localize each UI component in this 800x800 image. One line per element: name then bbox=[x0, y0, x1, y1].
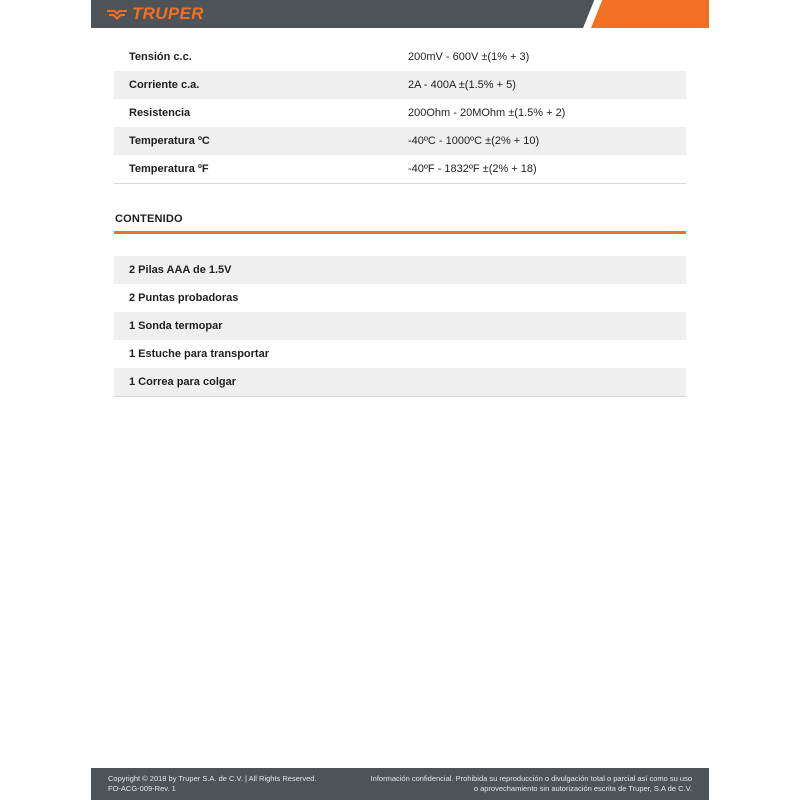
table-row bbox=[114, 43, 686, 71]
spec-label: Corriente c.a. bbox=[129, 79, 200, 91]
confidential-notice-line1: Información confidencial. Prohibida su reproducción o divulgación total o parcial así como su uso bbox=[370, 774, 692, 783]
spec-label: Temperatura ºC bbox=[129, 135, 210, 147]
section-divider bbox=[114, 231, 686, 234]
header-bar bbox=[91, 0, 709, 28]
truper-logo-text: TRUPER bbox=[132, 4, 204, 23]
spec-value: -40ºC - 1000ºC ±(2% + 10) bbox=[408, 135, 540, 147]
contents-section-title: CONTENIDO bbox=[115, 213, 183, 225]
list-item-label: 1 Sonda termopar bbox=[129, 320, 223, 332]
copyright-text: Copyright © 2018 by Truper S.A. de C.V. | All Rights Reserved. bbox=[108, 774, 317, 783]
truper-logo-icon bbox=[106, 7, 128, 21]
footer-left bbox=[108, 774, 317, 794]
list-item bbox=[114, 256, 686, 284]
list-item bbox=[114, 312, 686, 340]
list-item-label: 1 Correa para colgar bbox=[129, 376, 236, 388]
header-orange-block bbox=[591, 0, 709, 28]
list-item bbox=[114, 284, 686, 312]
spec-value: 200mV - 600V ±(1% + 3) bbox=[408, 51, 530, 63]
confidential-notice-line2: o aprovechamiento sin autorización escrita de Truper, S.A de C.V. bbox=[473, 784, 692, 793]
truper-logo bbox=[106, 4, 204, 24]
contents-list bbox=[114, 256, 686, 397]
spec-value: 2A - 400A ±(1.5% + 5) bbox=[408, 79, 516, 91]
spec-label: Temperatura ºF bbox=[129, 163, 209, 175]
table-row bbox=[114, 71, 686, 99]
footer-bar bbox=[91, 768, 709, 800]
table-row bbox=[114, 155, 686, 183]
list-item-label: 2 Puntas probadoras bbox=[129, 292, 239, 304]
specifications-table bbox=[114, 43, 686, 184]
table-row bbox=[114, 127, 686, 155]
form-code: FO-ACG-009-Rev. 1 bbox=[108, 784, 176, 793]
table-row bbox=[114, 99, 686, 127]
spec-value: -40ºF - 1832ºF ±(2% + 18) bbox=[408, 163, 537, 175]
list-item bbox=[114, 340, 686, 368]
document-page bbox=[91, 0, 709, 800]
footer-right bbox=[371, 774, 692, 794]
spec-label: Tensión c.c. bbox=[129, 51, 192, 63]
list-item-label: 2 Pilas AAA de 1.5V bbox=[129, 264, 232, 276]
spec-value: 200Ohm - 20MOhm ±(1.5% + 2) bbox=[408, 107, 566, 119]
list-item bbox=[114, 368, 686, 396]
list-item-label: 1 Estuche para transportar bbox=[129, 348, 269, 360]
spec-label: Resistencia bbox=[129, 107, 191, 119]
